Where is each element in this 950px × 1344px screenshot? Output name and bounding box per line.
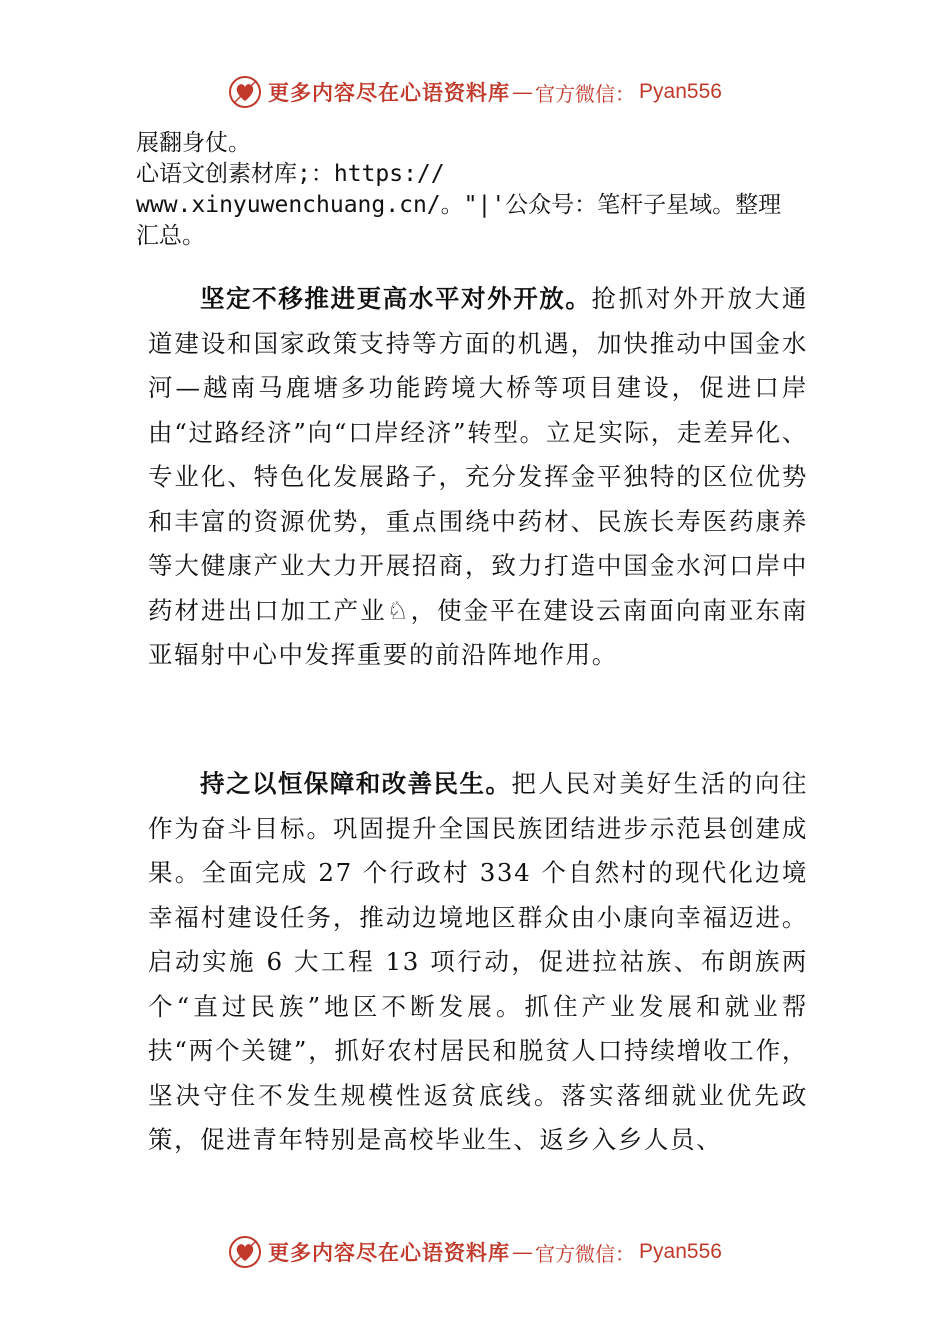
- banner-wechat-id: Pyan556: [639, 1240, 722, 1263]
- watermark-banner-top: [0, 70, 950, 114]
- banner-text: 更多内容尽在心语资料库: [268, 80, 511, 105]
- banner-wechat-label: 官方微信：: [535, 1241, 636, 1266]
- banner-wechat-label: 官方微信：: [535, 81, 636, 106]
- section-lead-heading: 坚定不移推进更高水平对外开放。: [200, 284, 592, 313]
- section-body: 把人民对美好生活的向往作为奋斗目标。巩固提升全国民族团结进步示范县创建成果。全面完成 27 个行政村 334 个自然村的现代化边境幸福村建设任务，推动边境地区群众由小康向幸福迈进。启动实施 6 大工程 13 项行动，促进拉祜族、布朗族两个“直过民族”地区不断发展。抓住产业发展和就业帮扶“两个关键”，抓好农村居民和脱贫人口持续增收工作，坚决守住不发生规模性返贫底线。落实落细就业优先政策，促进青年特别是高校毕业生、返乡入乡人员、: [148, 769, 809, 1154]
- banner-separator: —: [512, 1240, 534, 1264]
- header-line: 展翻身仗。: [136, 130, 251, 156]
- header-block: [136, 128, 856, 252]
- header-line: www.xinyuwenchuang.cn/。"|'公众号：笔杆子星域。整理: [136, 192, 782, 218]
- heart-logo-icon: [228, 75, 262, 109]
- section-body: 抢抓对外开放大通道建设和国家政策支持等方面的机遇，加快推动中国金水河—越南马鹿塘多功能跨境大桥等项目建设，促进口岸由“过路经济”向“口岸经济”转型。立足实际，走差异化、专业化、特色化发展路子，充分发挥金平独特的区位优势和丰富的资源优势，重点围绕中药材、民族长寿医药康养等大健康产业大力开展招商，致力打造中国金水河口岸中药材进出口加工产业♘，使金平在建设云南面向南亚东南亚辐射中心中发挥重要的前沿阵地作用。: [148, 284, 808, 669]
- header-line: 心语文创素材库;：https://: [136, 161, 445, 187]
- banner-wechat-id: Pyan556: [639, 80, 722, 103]
- banner-text: 更多内容尽在心语资料库: [268, 1240, 511, 1265]
- watermark-banner-bottom: [0, 1230, 950, 1274]
- header-line: 汇总。: [136, 223, 205, 249]
- banner-separator: —: [512, 80, 534, 104]
- section-lead-heading: 持之以恒保障和改善民生。: [200, 769, 512, 798]
- heart-logo-icon: [228, 1235, 262, 1269]
- section-paragraph: [148, 762, 808, 1163]
- section-paragraph: [148, 277, 808, 678]
